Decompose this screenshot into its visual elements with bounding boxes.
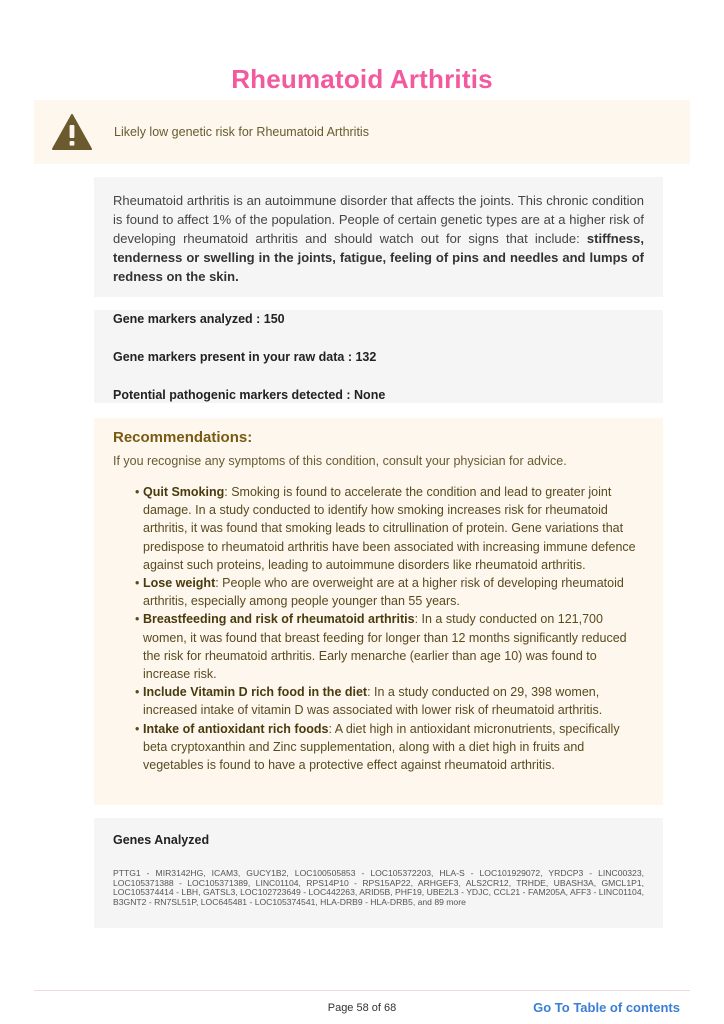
item-text: : In a study conducted on 29, 398 women, increased intake of vitamin D was associated with lower risk of rheumatoid arthritis. [143,685,603,718]
description-plain: Rheumatoid arthritis is an autoimmune disorder that affects the joints. This chronic condition is found to affect 1% of the population. People of certain genetic types are at a higher risk of developing rheumatoid arthritis and should watch out for signs that include: [113,193,644,246]
risk-alert-banner [34,100,690,164]
page-number: Page 58 of 68 [327,1002,397,1014]
list-item: • Quit Smoking: Smoking is found to accelerate the condition and lead to greater joint damage. In a study conducted to identify how smoking increases risk for rheumatoid arthritis, it was found that smoking leads to citrullination of protein. Gene variations that predispose to rheumatoid arthritis have been associated with increasing immune defence against such proteins, leading to autoimmune disorders like rheumatoid arthritis. [135,485,636,572]
recommendations-intro: If you recognise any symptoms of this condition, consult your physician for advice. [113,454,567,468]
risk-alert-text: Likely low genetic risk for Rheumatoid Arthritis [114,125,369,139]
page-title: Rheumatoid Arthritis [231,64,493,94]
item-text: : People who are overweight are at a higher risk of developing rheumatoid arthritis, especially among people younger than 55 years. [143,576,624,609]
markers-present: Gene markers present in your raw data : 132 [113,350,377,364]
item-text: : A diet high in antioxidant micronutrients, specifically beta cryptoxanthin and Zinc supplementation, along with a diet high in fruits and vegetables is found to have a protective effect against rheumatoid arthritis. [143,721,620,773]
item-title: Include Vitamin D rich food in the diet [143,685,368,700]
list-item: • Intake of antioxidant rich foods: A diet high in antioxidant micronutrients, specifically beta cryptoxanthin and Zinc supplementation, along with a diet high in fruits and vegetables is found to have a protective effect against rheumatoid arthritis. [135,721,620,773]
genes-title: Genes Analyzed [113,833,210,847]
recommendations-heading: Recommendations: [113,429,253,446]
item-text: : In a study conducted on 121,700 women, it was found that breast feeding for longer than 12 months significantly reduced the risk for rheumatoid arthritis. Early menarche (earlier than age 10) was found to increase risk. [143,612,627,682]
item-title: Intake of antioxidant rich foods [143,721,329,736]
item-title: Lose weight [143,576,216,591]
list-item: • Include Vitamin D rich food in the diet: In a study conducted on 29, 398 women, increased intake of vitamin D was associated with lower risk of rheumatoid arthritis. [135,685,603,718]
description-symptoms: stiffness, tenderness or swelling in the joints, fatigue, feeling of pins and needles and lumps of redness on the skin. [113,231,644,284]
list-item: • Lose weight: People who are overweight are at a higher risk of developing rheumatoid arthritis, especially among people younger than 55 years. [135,576,624,609]
item-text: : Smoking is found to accelerate the condition and lead to greater joint damage. In a study conducted to identify how smoking increases risk for rheumatoid arthritis, it was found that smoking leads to citrullination of protein. Gene variations that predispose to rheumatoid arthritis have been associated with increasing immune defence against such proteins, leading to autoimmune disorders like rheumatoid arthritis. [143,485,636,572]
footer-divider [34,990,690,991]
recommendations-list [135,483,640,774]
markers-pathogenic: Potential pathogenic markers detected : None [113,388,386,402]
genes-list: PTTG1 - MIR3142HG, ICAM3, GUCY1B2, LOC100505853 - LOC105372203, HLA-S - LOC101929072, YRDCP3 - LINC00323, LOC105371388 - LOC105371389, LINC01104, RPS14P10 - RPS15AP22, ARHGEF3, ALS2CR12, TRHDE, UBASH3A, GMCL1P1, LOC105374414 - LBH, GATSL3, LOC102723649 - LOC442263, ARID5B, PHF19, UBE2L3 - YDJC, CCL21 - FAM205A, AFF3 - LINC01104, B3GNT2 - RN7SL51P, LOC645481 - LOC105374541, HLA-DRB9 - HLA-DRB5, and 89 more [113,868,644,907]
warning-icon [52,114,92,150]
markers-analyzed: Gene markers analyzed : 150 [113,312,285,326]
recommendations-card [94,418,663,805]
markers-card [94,310,663,403]
list-item: • Breastfeeding and risk of rheumatoid arthritis: In a study conducted on 121,700 women, it was found that breast feeding for longer than 12 months significantly reduced the risk for rheumatoid arthritis. Early menarche (earlier than age 10) was found to increase risk. [135,612,627,682]
description-text [113,191,644,286]
genes-card [94,818,663,928]
description-card [94,177,663,297]
item-title: Breastfeeding and risk of rheumatoid arthritis [143,612,415,627]
toc-link[interactable]: Go To Table of contents [533,1000,680,1015]
item-title: Quit Smoking [143,485,225,499]
